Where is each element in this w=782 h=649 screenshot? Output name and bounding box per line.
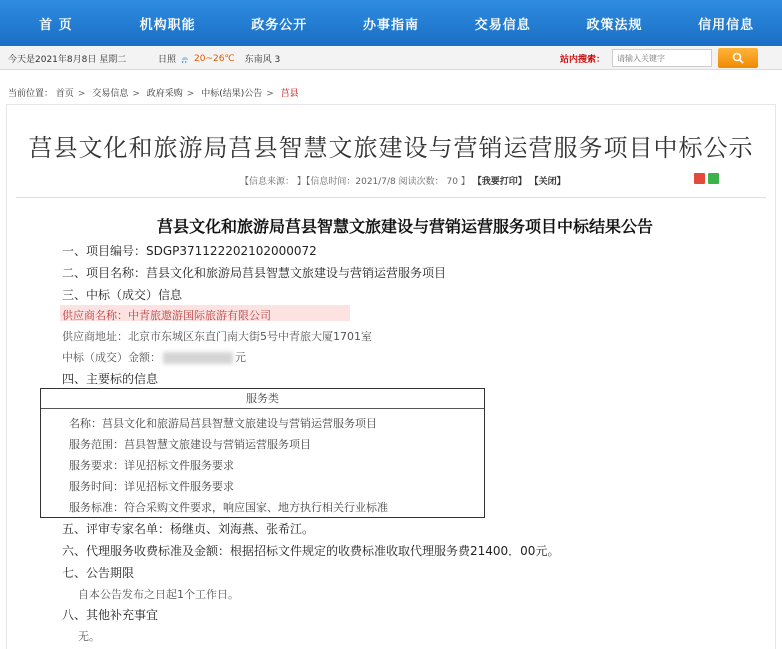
other-matters-heading: 八、其他补充事宜 xyxy=(62,608,159,622)
service-table-header: 服务类 xyxy=(41,389,484,409)
share-wechat-icon[interactable] xyxy=(708,173,719,184)
weather-wind: 东南风 3 xyxy=(244,55,281,65)
nav-home[interactable]: 首 页 xyxy=(39,17,73,33)
nav-organization[interactable]: 机构职能 xyxy=(139,17,196,33)
service-row-time: 服务时间：详见招标文件服务要求 xyxy=(69,480,234,493)
breadcrumb: 当前位置： 首页 > 交易信息 > 政府采购 > 中标(结果)公告 > 莒县 xyxy=(8,89,299,99)
search-input[interactable] xyxy=(612,49,712,67)
breadcrumb-current[interactable]: 莒县 xyxy=(280,89,299,99)
search-button[interactable] xyxy=(718,48,758,68)
weather-temp: 20~26℃ xyxy=(194,53,235,64)
notice-period-body: 自本公告发布之日起1个工作日。 xyxy=(78,588,239,601)
breadcrumb-result-notice[interactable]: 中标(结果)公告 xyxy=(201,89,263,99)
breadcrumb-procurement[interactable]: 政府采购 xyxy=(146,89,183,99)
article-meta xyxy=(240,174,566,187)
notice-period-heading: 七、公告期限 xyxy=(62,566,135,580)
supplier-name: 供应商名称：中青旅遨游国际旅游有限公司 xyxy=(62,309,271,322)
top-nav xyxy=(0,0,782,46)
close-link[interactable]: 【关闭】 xyxy=(529,177,566,187)
supplier-address: 供应商地址：北京市东城区东直门南大街5号中青旅大厦1701室 xyxy=(62,330,372,343)
info-bar xyxy=(0,46,782,70)
award-amount-unit: 元 xyxy=(235,351,246,364)
notice-title: 莒县文化和旅游局莒县智慧文旅建设与营销运营服务项目中标结果公告 xyxy=(156,217,653,236)
project-number: 一、项目编号：SDGP371122202102000072 xyxy=(62,244,317,258)
article-meta-info: 【信息来源： 】【信息时间：2021/7/8 阅读次数： 70 】 xyxy=(240,177,470,187)
print-link[interactable]: 【我要打印】 xyxy=(472,177,527,187)
service-row-scope: 服务范围：莒县智慧文旅建设与营销运营服务项目 xyxy=(69,438,311,451)
breadcrumb-label: 当前位置： xyxy=(8,89,54,99)
award-amount-label: 中标（成交）金额： xyxy=(62,351,161,364)
service-row-standard: 服务标准：符合采购文件要求，响应国家、地方执行相关行业标准 xyxy=(69,501,388,514)
share-weibo-icon[interactable] xyxy=(694,173,705,184)
nav-policy[interactable]: 政策法规 xyxy=(586,17,643,33)
amount-redacted xyxy=(163,352,233,364)
agency-fee: 六、代理服务收费标准及金额：根据招标文件规定的收费标准收取代理服务费21400．00元。 xyxy=(62,544,560,558)
search-label: 站内搜索： xyxy=(560,55,606,65)
share-icons xyxy=(694,173,719,184)
breadcrumb-home[interactable]: 首页 xyxy=(55,89,74,99)
header-divider xyxy=(16,197,766,198)
nav-government-affairs[interactable]: 政务公开 xyxy=(251,17,308,33)
weather-icon xyxy=(180,54,190,64)
weather-city: 日照 xyxy=(158,55,177,65)
nav-trade-info[interactable]: 交易信息 xyxy=(474,17,531,33)
project-name: 二、项目名称：莒县文化和旅游局莒县智慧文旅建设与营销运营服务项目 xyxy=(62,266,447,280)
breadcrumb-trade-info[interactable]: 交易信息 xyxy=(92,89,129,99)
main-items-heading: 四、主要标的信息 xyxy=(62,372,159,386)
nav-credit-info[interactable]: 信用信息 xyxy=(698,17,755,33)
award-info-heading: 三、中标（成交）信息 xyxy=(62,288,183,302)
weather-widget xyxy=(158,52,280,65)
service-table xyxy=(40,388,485,518)
service-row-name: 名称：莒县文化和旅游局莒县智慧文旅建设与营销运营服务项目 xyxy=(69,417,377,430)
current-date: 今天是2021年8月8日 星期二 xyxy=(8,55,127,65)
other-matters-body: 无。 xyxy=(78,630,100,643)
award-amount xyxy=(62,349,246,365)
search-icon xyxy=(732,52,744,64)
service-row-requirement: 服务要求：详见招标文件服务要求 xyxy=(69,459,234,472)
nav-service-guide[interactable]: 办事指南 xyxy=(363,17,420,33)
page-title: 莒县文化和旅游局莒县智慧文旅建设与营销运营服务项目中标公示 xyxy=(28,134,754,162)
expert-list: 五、评审专家名单：杨继贞、刘海燕、张希江。 xyxy=(62,522,315,536)
